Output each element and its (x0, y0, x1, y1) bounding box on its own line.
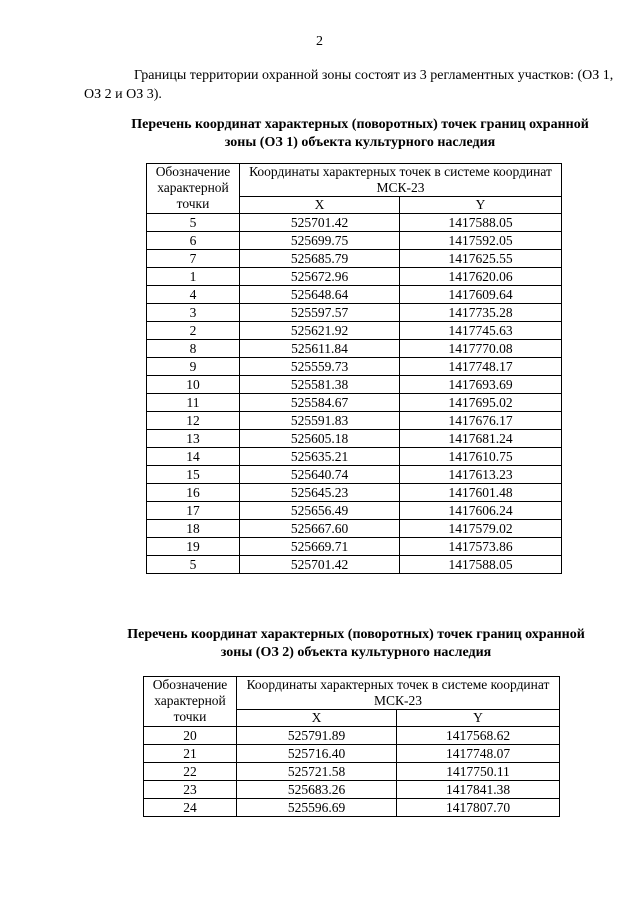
point-cell: 23 (144, 781, 237, 799)
x-coordinate-cell: 525701.42 (240, 556, 400, 574)
table-row (147, 304, 562, 322)
x-coordinate-cell: 525716.40 (237, 745, 397, 763)
table-row (144, 745, 560, 763)
designation-header (144, 677, 237, 727)
y-coordinate-cell: 1417745.63 (400, 322, 562, 340)
table-row (147, 520, 562, 538)
table-body-oz1 (147, 214, 562, 574)
table-row (147, 430, 562, 448)
x-coordinate-cell: 525597.57 (240, 304, 400, 322)
coord-system-header: Координаты характерных точек в системе координат МСК-23 (237, 677, 560, 710)
x-coordinate-cell: 525621.92 (240, 322, 400, 340)
y-coordinate-cell: 1417613.23 (400, 466, 562, 484)
x-coordinate-cell: 525667.60 (240, 520, 400, 538)
x-coordinate-cell: 525591.83 (240, 412, 400, 430)
y-coordinate-cell: 1417601.48 (400, 484, 562, 502)
point-cell: 18 (147, 520, 240, 538)
x-coordinate-cell: 525699.75 (240, 232, 400, 250)
y-coordinate-cell: 1417681.24 (400, 430, 562, 448)
x-coordinate-cell: 525672.96 (240, 268, 400, 286)
table-row (147, 484, 562, 502)
point-cell: 5 (147, 214, 240, 232)
point-cell: 11 (147, 394, 240, 412)
y-coordinate-cell: 1417568.62 (397, 727, 560, 745)
point-cell: 4 (147, 286, 240, 304)
section2-title-line2: зоны (ОЗ 2) объекта культурного наследия (220, 645, 492, 660)
point-cell: 8 (147, 340, 240, 358)
designation-header-line3: точки (176, 196, 210, 211)
table-row (147, 538, 562, 556)
x-coordinate-cell: 525645.23 (240, 484, 400, 502)
x-coordinate-cell: 525791.89 (237, 727, 397, 745)
point-cell: 15 (147, 466, 240, 484)
point-cell: 10 (147, 376, 240, 394)
x-coordinate-cell: 525611.84 (240, 340, 400, 358)
table-row (147, 394, 562, 412)
table-row (144, 781, 560, 799)
designation-header-line3: точки (173, 709, 207, 724)
designation-header-line1: Обозначение (155, 164, 231, 179)
y-coordinate-cell: 1417748.07 (397, 745, 560, 763)
point-cell: 2 (147, 322, 240, 340)
table-row (147, 268, 562, 286)
y-coordinate-cell: 1417588.05 (400, 214, 562, 232)
section1-title-line1: Перечень координат характерных (поворотных) точек границ охранной (131, 117, 589, 132)
table-row (147, 376, 562, 394)
y-coordinate-cell: 1417579.02 (400, 520, 562, 538)
point-cell: 24 (144, 799, 237, 817)
section2-title (96, 626, 616, 662)
point-cell: 7 (147, 250, 240, 268)
y-header: Y (397, 710, 560, 727)
table-row (147, 322, 562, 340)
point-cell: 20 (144, 727, 237, 745)
y-coordinate-cell: 1417750.11 (397, 763, 560, 781)
y-coordinate-cell: 1417748.17 (400, 358, 562, 376)
section2-title-line1: Перечень координат характерных (поворотных) точек границ охранной (127, 627, 585, 642)
x-coordinate-cell: 525640.74 (240, 466, 400, 484)
point-cell: 12 (147, 412, 240, 430)
y-coordinate-cell: 1417610.75 (400, 448, 562, 466)
y-coordinate-cell: 1417573.86 (400, 538, 562, 556)
designation-header (147, 164, 240, 214)
y-coordinate-cell: 1417606.24 (400, 502, 562, 520)
y-coordinate-cell: 1417735.28 (400, 304, 562, 322)
table-row (144, 799, 560, 817)
table-row (147, 232, 562, 250)
table-row (147, 556, 562, 574)
point-cell: 1 (147, 268, 240, 286)
table-body-oz2 (144, 727, 560, 817)
x-coordinate-cell: 525584.67 (240, 394, 400, 412)
table-row (147, 466, 562, 484)
x-header: X (237, 710, 397, 727)
point-cell: 13 (147, 430, 240, 448)
designation-header-line2: характерной (154, 693, 226, 708)
point-cell: 9 (147, 358, 240, 376)
table-row (147, 214, 562, 232)
y-coordinate-cell: 1417770.08 (400, 340, 562, 358)
table-row (147, 340, 562, 358)
designation-header-line2: характерной (157, 180, 229, 195)
x-coordinate-cell: 525685.79 (240, 250, 400, 268)
section1-title (100, 116, 620, 152)
y-coordinate-cell: 1417625.55 (400, 250, 562, 268)
y-coordinate-cell: 1417609.64 (400, 286, 562, 304)
x-coordinate-cell: 525559.73 (240, 358, 400, 376)
table-row (144, 763, 560, 781)
coord-system-header: Координаты характерных точек в системе координат МСК-23 (240, 164, 562, 197)
point-cell: 19 (147, 538, 240, 556)
x-coordinate-cell: 525656.49 (240, 502, 400, 520)
point-cell: 16 (147, 484, 240, 502)
coordinates-table-oz1 (146, 163, 562, 574)
table-row (144, 727, 560, 745)
point-cell: 6 (147, 232, 240, 250)
x-header: X (240, 197, 400, 214)
point-cell: 21 (144, 745, 237, 763)
designation-header-line1: Обозначение (152, 677, 228, 692)
y-coordinate-cell: 1417588.05 (400, 556, 562, 574)
y-coordinate-cell: 1417841.38 (397, 781, 560, 799)
x-coordinate-cell: 525669.71 (240, 538, 400, 556)
table-row (147, 358, 562, 376)
x-coordinate-cell: 525581.38 (240, 376, 400, 394)
x-coordinate-cell: 525721.58 (237, 763, 397, 781)
table-row (147, 250, 562, 268)
point-cell: 17 (147, 502, 240, 520)
y-coordinate-cell: 1417592.05 (400, 232, 562, 250)
point-cell: 5 (147, 556, 240, 574)
x-coordinate-cell: 525648.64 (240, 286, 400, 304)
x-coordinate-cell: 525635.21 (240, 448, 400, 466)
x-coordinate-cell: 525605.18 (240, 430, 400, 448)
page-number: 2 (316, 34, 323, 49)
table-row (147, 286, 562, 304)
y-coordinate-cell: 1417620.06 (400, 268, 562, 286)
intro-text: Границы территории охранной зоны состоят из 3 регламентных участков: (ОЗ 1, ОЗ 2 и ОЗ 3). (84, 68, 614, 102)
coordinates-table-oz2 (143, 676, 560, 817)
x-coordinate-cell: 525596.69 (237, 799, 397, 817)
section1-title-line2: зоны (ОЗ 1) объекта культурного наследия (224, 135, 496, 150)
point-cell: 22 (144, 763, 237, 781)
table-row (147, 502, 562, 520)
y-coordinate-cell: 1417695.02 (400, 394, 562, 412)
point-cell: 14 (147, 448, 240, 466)
point-cell: 3 (147, 304, 240, 322)
table-row (147, 448, 562, 466)
x-coordinate-cell: 525683.26 (237, 781, 397, 799)
y-header: Y (400, 197, 562, 214)
table-row (147, 412, 562, 430)
y-coordinate-cell: 1417693.69 (400, 376, 562, 394)
x-coordinate-cell: 525701.42 (240, 214, 400, 232)
y-coordinate-cell: 1417807.70 (397, 799, 560, 817)
y-coordinate-cell: 1417676.17 (400, 412, 562, 430)
